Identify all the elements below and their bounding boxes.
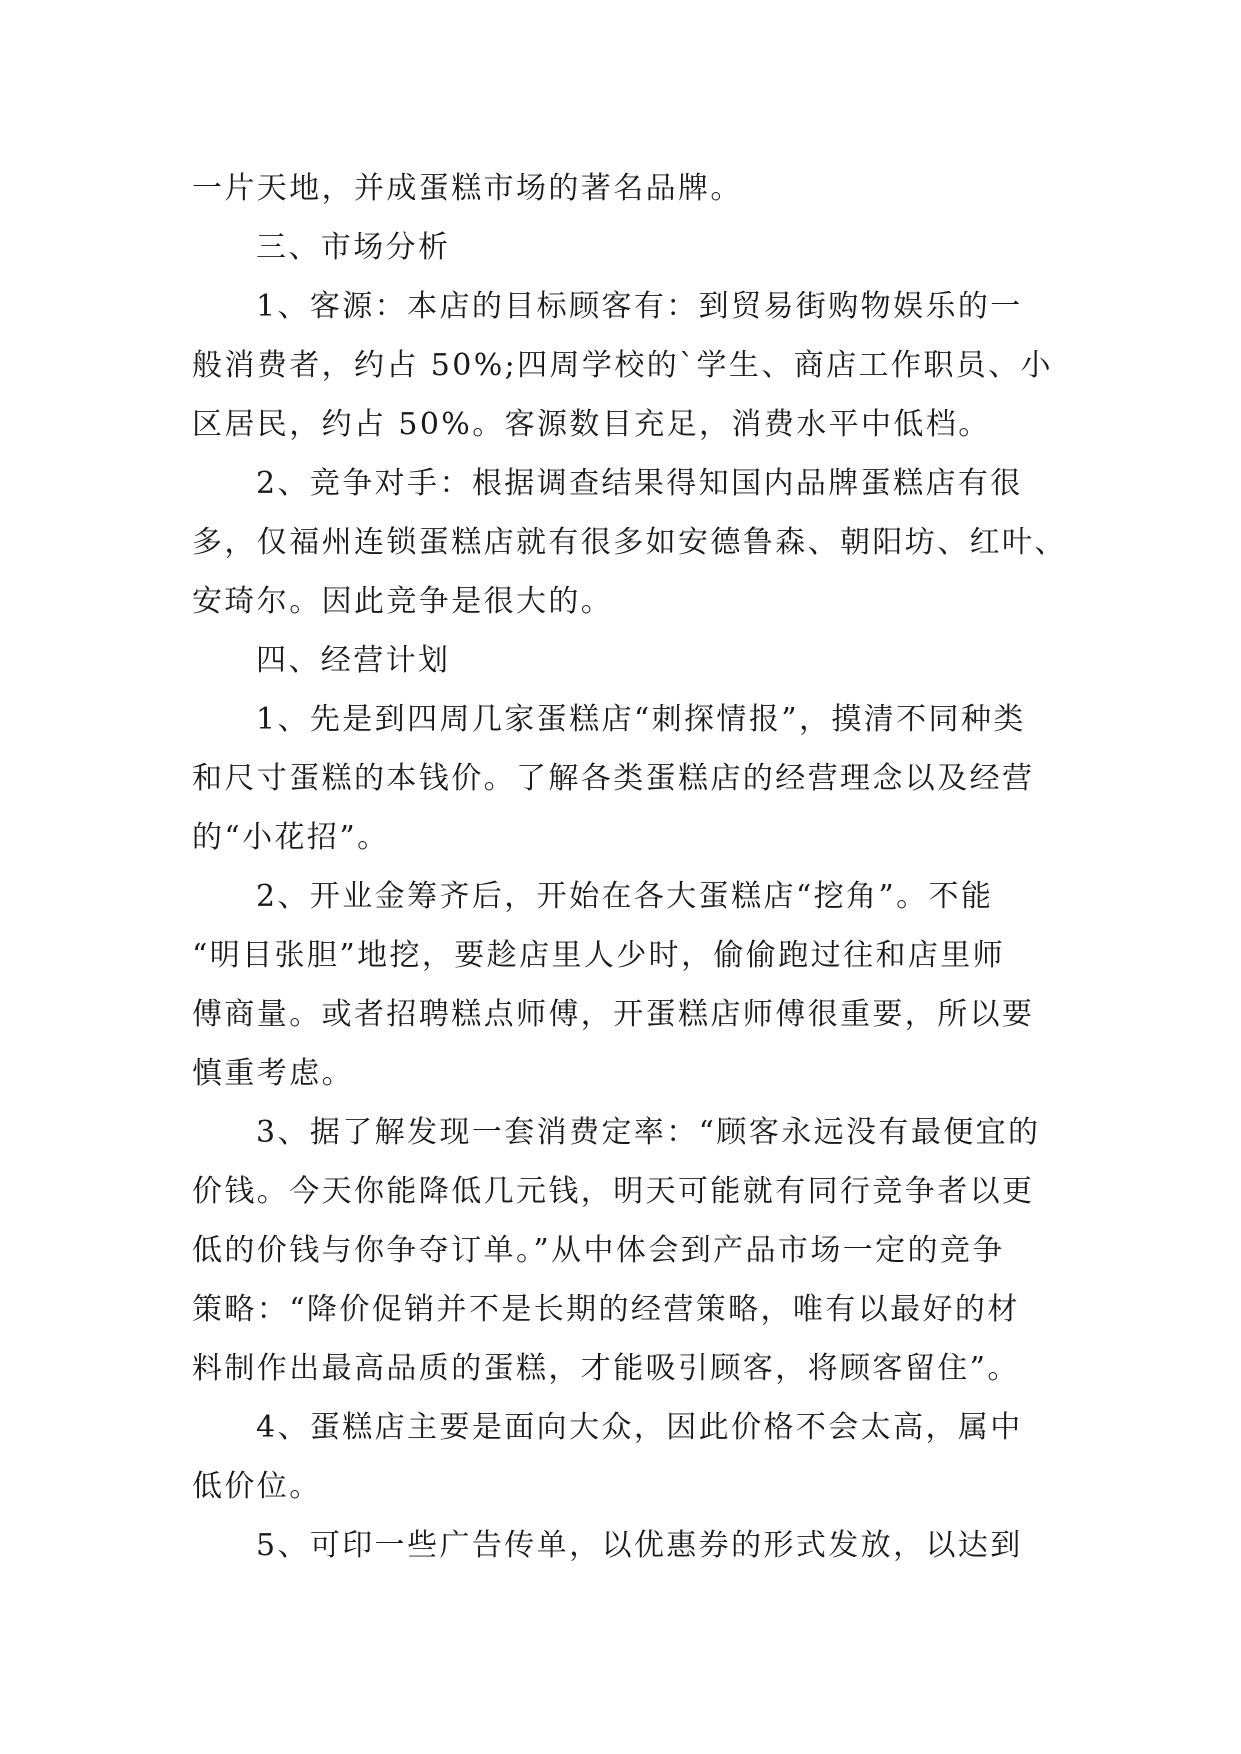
text-line: 5、可印一些广告传单，以优惠券的形式发放，以达到 (256, 1528, 1023, 1563)
text-line: 和尺寸蛋糕的本钱价。了解各类蛋糕店的经营理念以及经营 (192, 761, 1035, 796)
document-body (192, 159, 1067, 1575)
section-heading-business-plan: 四、经营计划 (256, 643, 451, 678)
text-line: 慎重考虑。 (192, 1056, 354, 1091)
text-line: 1、先是到四周几家蛋糕店“刺探情报”，摸清不同种类 (256, 702, 1026, 737)
text-line: 的“小花招”。 (192, 820, 390, 855)
text-line: “明目张胆”地挖，要趁店里人少时，偷偷跑过往和店里师 (192, 938, 1006, 973)
text-line: 3、据了解发现一套消费定率：“顾客永远没有最便宜的 (256, 1115, 1041, 1150)
text-line: 多，仅福州连锁蛋糕店就有很多如安德鲁森、朝阳坊、红叶、 (192, 525, 1067, 560)
text-line: 安琦尔。因此竞争是很大的。 (192, 584, 614, 619)
text-line: 4、蛋糕店主要是面向大众，因此价格不会太高，属中 (256, 1410, 1023, 1445)
text-line: 1、客源：本店的目标顾客有：到贸易街购物娱乐的一 (256, 289, 1023, 324)
text-line: 料制作出最高品质的蛋糕，才能吸引顾客，将顾客留住”。 (192, 1351, 1020, 1386)
text-line: 策略：“降价促销并不是长期的经营策略，唯有以最好的材 (192, 1292, 1020, 1327)
text-line: 般消费者，约占 50%;四周学校的`学生、商店工作职员、小 (192, 348, 1053, 383)
text-line: 2、开业金筹齐后，开始在各大蛋糕店“挖角”。不能 (256, 879, 994, 914)
text-line: 价钱。今天你能降低几元钱，明天可能就有同行竞争者以更 (192, 1174, 1035, 1209)
text-line: 傅商量。或者招聘糕点师傅，开蛋糕店师傅很重要，所以要 (192, 997, 1035, 1032)
section-heading-market-analysis: 三、市场分析 (256, 230, 451, 265)
text-line: 2、竞争对手：根据调查结果得知国内品牌蛋糕店有很 (256, 466, 1023, 501)
text-line: 低价位。 (192, 1469, 322, 1504)
text-line: 一片天地，并成蛋糕市场的著名品牌。 (192, 171, 743, 206)
text-line: 低的价钱与你争夺订单。”从中体会到产品市场一定的竞争 (192, 1233, 1005, 1268)
text-line: 区居民，约占 50%。客源数目充足，消费水平中低档。 (192, 407, 991, 442)
